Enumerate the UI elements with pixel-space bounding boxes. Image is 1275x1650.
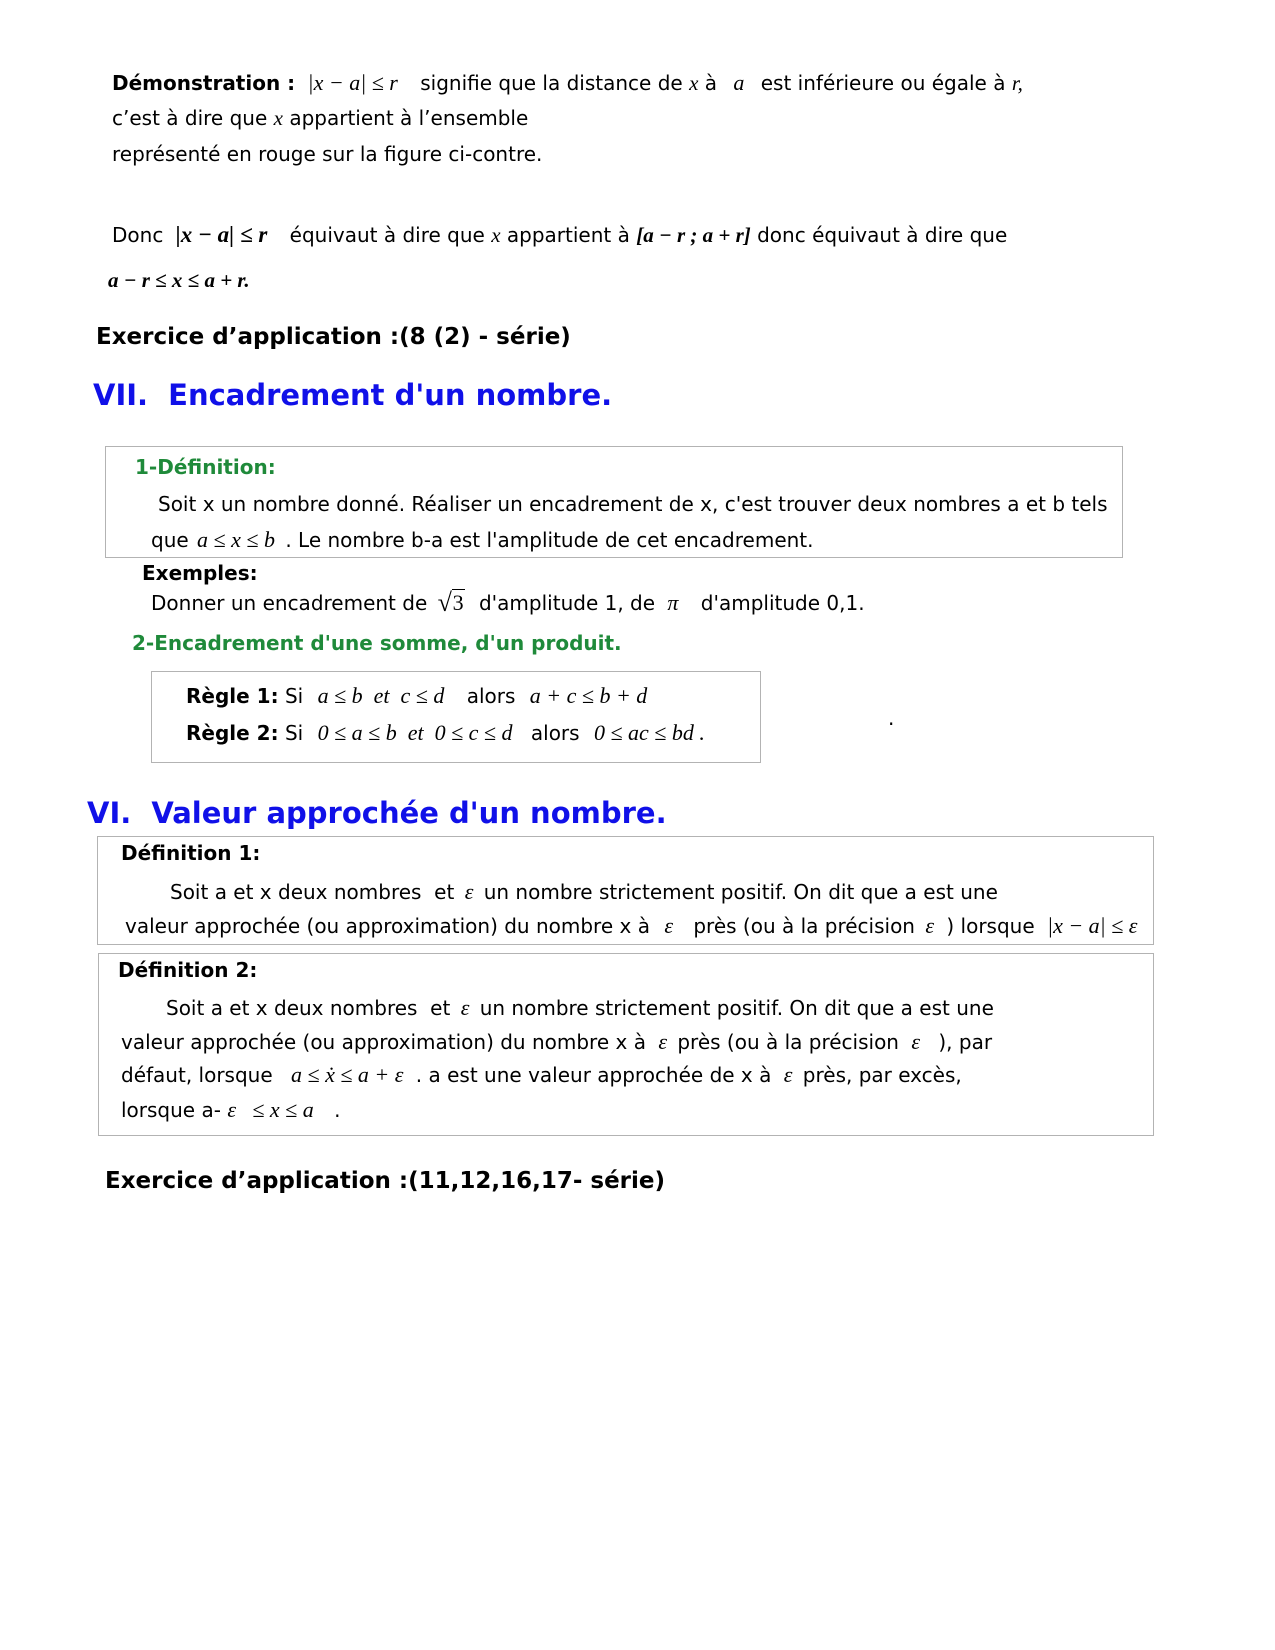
demo-donc-text-2: appartient à xyxy=(506,223,630,247)
examples-text-2: d'amplitude 1, de xyxy=(478,591,656,615)
examples-text-1: Donner un encadrement de xyxy=(151,591,428,615)
rule-2 xyxy=(186,720,705,746)
demo-line-2b: appartient à l’ensemble xyxy=(289,106,529,130)
section-vi-number: VI. xyxy=(87,796,132,830)
epsilon-symbol: ε xyxy=(911,1029,921,1054)
demo-donc: Donc xyxy=(112,223,164,247)
demo-line-2 xyxy=(112,106,528,131)
definition-va-2-text-3a: défaut, lorsque xyxy=(121,1063,273,1087)
definition-va-1-heading: Définition 1: xyxy=(121,841,261,865)
demo-line-2a: c’est à dire que xyxy=(112,106,268,130)
examples-heading: Exemples: xyxy=(142,561,258,585)
epsilon-symbol: ε xyxy=(783,1062,793,1087)
rule-1-label: Règle 1: xyxy=(186,684,279,708)
stray-dot: . xyxy=(888,706,895,730)
definition-line-2 xyxy=(151,527,814,553)
definition-va-2-text-2c: ), par xyxy=(938,1030,993,1054)
demo-var-x: x xyxy=(689,71,699,95)
definition-va-2-text-2b: près (ou à la précision xyxy=(677,1030,899,1054)
definition-va-1-text-2c: ) lorsque xyxy=(946,914,1035,938)
demo-inequality: a − r ≤ x ≤ a + r. xyxy=(108,268,250,292)
definition-va-2-text-4a: lorsque a- xyxy=(121,1098,221,1122)
definition-va-1-text-2a: valeur approchée (ou approximation) du nombre x à xyxy=(125,914,650,938)
definition-line-1: Soit x un nombre donné. Réaliser un encadrement de x, c'est trouver deux nombres a et b tels xyxy=(158,492,1108,516)
definition-va-1-text-1a: Soit a et x deux nombres et xyxy=(170,880,455,904)
section-vii-heading xyxy=(93,378,612,412)
demo-line-3: représenté en rouge sur la figure ci-contre. xyxy=(112,142,543,166)
epsilon-symbol: ε xyxy=(925,913,935,938)
rule-2-condition: 0 ≤ a ≤ b et 0 ≤ c ≤ d xyxy=(317,720,513,745)
demo-donc-line xyxy=(112,222,1007,248)
demo-interval: [a − r ; a + r] xyxy=(636,223,751,247)
epsilon-symbol: ε xyxy=(658,1029,667,1054)
definition-va-1-line-1 xyxy=(170,879,998,905)
demo-line-1 xyxy=(112,70,1023,96)
exercise-1: Exercice d’application :(8 (2) - série) xyxy=(96,324,571,350)
definition-va-2-text-3b: . a est une valeur approchée de x à xyxy=(415,1063,772,1087)
section-vi-heading xyxy=(87,796,667,830)
definition-va-2-math-4: ≤ x ≤ a xyxy=(252,1097,314,1122)
pi-symbol: π xyxy=(667,590,679,615)
definition-math: a ≤ x ≤ b xyxy=(197,527,275,552)
section-vii-number: VII. xyxy=(93,378,149,412)
epsilon-symbol: ε xyxy=(664,913,673,938)
definition-va-2-line-3 xyxy=(121,1062,962,1088)
definition-va-2-text-3c: près, par excès, xyxy=(802,1063,962,1087)
demo-var-a: a xyxy=(733,70,745,95)
definition-va-2-text-1b: un nombre strictement positif. On dit que a est une xyxy=(479,996,994,1020)
definition-va-1-text-2b: près (ou à la précision xyxy=(693,914,915,938)
section-vii-title: Encadrement d'un nombre. xyxy=(168,378,613,412)
demo-label: Démonstration : xyxy=(112,71,296,95)
exercise-2: Exercice d’application :(11,12,16,17- série) xyxy=(105,1168,666,1194)
definition-va-2-line-2 xyxy=(121,1029,992,1055)
demo-line-2-x: x xyxy=(273,106,283,130)
demo-text-1c: est inférieure ou égale à xyxy=(760,71,1006,95)
demo-math-2: |x − a| ≤ r xyxy=(175,222,268,247)
rule-2-result: 0 ≤ ac ≤ bd . xyxy=(593,720,705,745)
rule-1-si: Si xyxy=(284,684,304,708)
rule-2-si: Si xyxy=(284,721,304,745)
sqrt-3 xyxy=(438,590,465,616)
definition-que: que xyxy=(151,528,189,552)
demo-text-1a: signifie que la distance de xyxy=(420,71,683,95)
examples-text-3: d'amplitude 0,1. xyxy=(700,591,865,615)
definition-va-1-text-1b: un nombre strictement positif. On dit que a est une xyxy=(483,880,998,904)
demo-text-1b: à xyxy=(704,71,718,95)
demo-donc-text-3: donc équivaut à dire que xyxy=(757,223,1008,247)
examples-line xyxy=(151,590,865,616)
definition-va-2-text-4b: . xyxy=(334,1098,341,1122)
definition-heading: 1-Définition: xyxy=(135,455,276,479)
rule-2-label: Règle 2: xyxy=(186,721,279,745)
section-vi-title: Valeur approchée d'un nombre. xyxy=(151,796,667,830)
definition-va-2-line-1 xyxy=(166,995,994,1021)
demo-donc-text-1: équivaut à dire que xyxy=(289,223,485,247)
epsilon-symbol: ε xyxy=(464,879,474,904)
rule-2-alors: alors xyxy=(530,721,580,745)
definition-va-2-text-1a: Soit a et x deux nombres et xyxy=(166,996,451,1020)
definition-va-1-line-2 xyxy=(125,913,1137,939)
definition-va-2-line-4 xyxy=(121,1097,340,1123)
rule-1-alors: alors xyxy=(466,684,516,708)
rule-1-result: a + c ≤ b + d xyxy=(529,683,648,708)
rule-1-condition: a ≤ b et c ≤ d xyxy=(317,683,445,708)
definition-va-2-math-3: a ≤ ẋ ≤ a + ε xyxy=(291,1062,404,1087)
definition-line-2b: . Le nombre b-a est l'amplitude de cet encadrement. xyxy=(285,528,814,552)
definition-va-2-text-2a: valeur approchée (ou approximation) du nombre x à xyxy=(121,1030,646,1054)
rule-1 xyxy=(186,683,647,709)
sqrt-arg: 3 xyxy=(452,590,464,615)
epsilon-symbol: ε xyxy=(227,1097,236,1122)
demo-math-1: |x − a| ≤ r xyxy=(307,70,398,95)
demo-var-r: r, xyxy=(1011,71,1023,95)
epsilon-symbol: ε xyxy=(460,995,470,1020)
definition-va-1-math: |x − a| ≤ ε xyxy=(1047,913,1138,938)
definition-va-2-heading: Définition 2: xyxy=(118,958,258,982)
demo-donc-x: x xyxy=(491,223,501,247)
section-2-heading: 2-Encadrement d'une somme, d'un produit. xyxy=(132,631,622,655)
